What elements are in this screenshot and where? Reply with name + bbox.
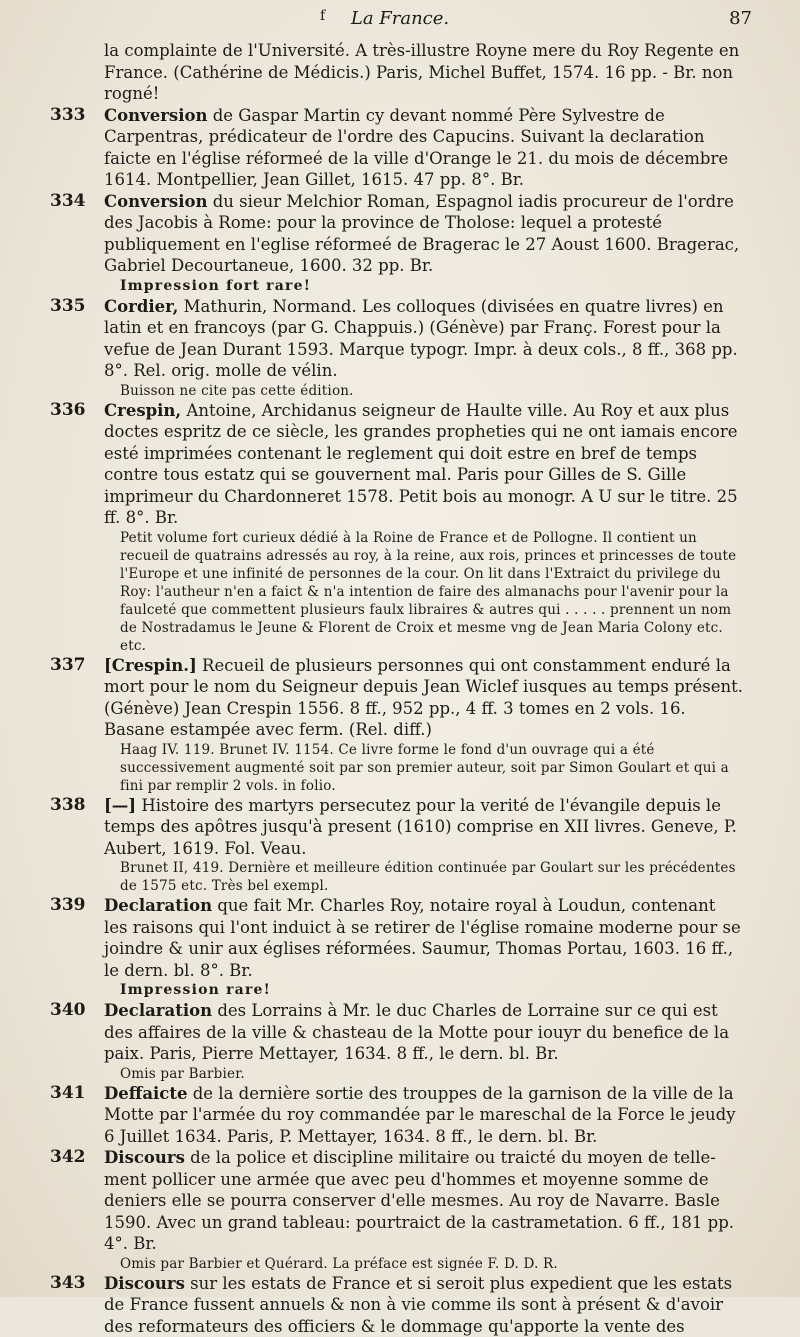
entry-note: Brunet II, 419. Dernière et meilleure édition continuée par Goulart sur les précédentes de 1575 etc. Très bel exempl. [104, 859, 744, 895]
catalogue-entries [0, 40, 800, 1337]
entry-text: Mathurin, Normand. Les colloques (divisées en quatre livres) en latin et en francoys (par G. Chappuis.) (Génève) par Franç. Forest pour la vefue de Jean Durant 1593. Marque typogr. Impr. à deux cols., 8 ff., 368 pp. 8°. Rel. orig. molle de vélin. [104, 297, 738, 381]
entry-text: la complainte de l'Université. A très-illustre Royne mere du Roy Regente en France. (Cathérine de Médicis.) Paris, Michel Buffet, 1574. 16 pp. - Br. non rogné! [104, 41, 739, 103]
entry-title: Conversion [104, 192, 207, 211]
entry-title: Discours [104, 1148, 185, 1167]
entry-text: que fait Mr. Charles Roy, notaire royal à Loudun, contenant les raisons qui l'ont induict à se retirer de l'église romaine moderne pour se joindre & unir aux églises réformées. Saumur, Thomas Portau, 1603. 16 ff., le dern. bl. 8°. Br. [104, 896, 741, 980]
catalogue-entry [0, 795, 800, 896]
entry-text: Histoire des martyrs persecutez pour la verité de l'évangile depuis le temps des apôtres jusqu'à present (1610) comprise en XII livres. Geneve, P. Aubert, 1619. Fol. Veau. [104, 796, 737, 858]
catalogue-entry [0, 1273, 800, 1337]
entry-title: Deffaicte [104, 1084, 187, 1103]
entry-text: des Lorrains à Mr. le duc Charles de Lorraine sur ce qui est des affaires de la ville & chasteau de la Motte pour iouyr du benefice de la paix. Paris, Pierre Mettayer, 1634. 8 ff., le dern. bl. Br. [104, 1001, 729, 1063]
entry-number: 336 [50, 400, 86, 422]
catalogue-entry [0, 655, 800, 795]
entry-number: 337 [50, 655, 86, 677]
entry-title: [—] [104, 796, 136, 815]
entry-title: Cordier, [104, 297, 178, 316]
page-number: 87 [729, 8, 752, 29]
entry-rarity-note: Impression fort rare! [104, 277, 744, 296]
catalogue-entry [0, 40, 800, 105]
running-head-title: La France. [0, 8, 800, 29]
catalogue-entry [0, 895, 800, 1000]
entry-description [104, 400, 744, 529]
entry-note: Buisson ne cite pas cette édition. [104, 382, 744, 400]
entry-title: Discours [104, 1274, 185, 1293]
running-head-ornament: f [320, 8, 325, 24]
entry-number: 342 [50, 1147, 86, 1169]
entry-number: 341 [50, 1083, 86, 1105]
entry-description [104, 655, 744, 741]
entry-note: Haag IV. 119. Brunet IV. 1154. Ce livre forme le fond d'un ouvrage qui a été successivement augmenté soit par son premier auteur, soit par Simon Goulart et qui a fini par remplir 2 vols. in folio. [104, 741, 744, 795]
entry-title: [Crespin.] [104, 656, 197, 675]
entry-text: Recueil de plusieurs personnes qui ont constamment enduré la mort pour le nom du Seigneur depuis Jean Wiclef iusques au temps présent. (Génève) Jean Crespin 1556. 8 ff., 952 pp., 4 ff. 3 tomes en 2 vols. 16. Basane estampée avec ferm. (Rel. diff.) [104, 656, 743, 740]
entry-description [104, 1000, 744, 1065]
catalogue-entry [0, 296, 800, 400]
entry-number: 339 [50, 895, 86, 917]
entry-description [104, 1147, 744, 1255]
entry-description [104, 105, 744, 191]
entry-text: sur les estats de France et si seroit plus expedient que les estats de France fussent annuels & non à vie comme ils sont à présent & d'avoir des reformateurs des officiers & le dommage qu'apporte la vente des [104, 1274, 732, 1336]
entry-description [104, 795, 744, 860]
entry-title: Crespin, [104, 401, 181, 420]
entry-note: Omis par Barbier et Quérard. La préface est signée F. D. D. R. [104, 1255, 744, 1273]
catalogue-entry [0, 400, 800, 655]
entry-title: Declaration [104, 896, 212, 915]
entry-text: de la police et discipline militaire ou traicté du moyen de telle-ment pollicer une armée que avec peu d'hommes et moyenne somme de deniers elle se pourra conserver d'elle mesmes. Au roy de Navarre. Basle 1590. Avec un grand tableau: pourtraict de la castrametation. 6 ff., 181 pp. 4°. Br. [104, 1148, 734, 1253]
entry-title: Conversion [104, 106, 207, 125]
entry-note: Omis par Barbier. [104, 1065, 744, 1083]
entry-number: 338 [50, 795, 86, 817]
entry-rarity-note: Impression rare! [104, 981, 744, 1000]
entry-number: 333 [50, 105, 86, 127]
catalogue-entry [0, 1000, 800, 1083]
entry-description [104, 40, 744, 105]
catalogue-entry [0, 105, 800, 191]
catalogue-entry [0, 1083, 800, 1148]
entry-note: Petit volume fort curieux dédié à la Roine de France et de Pollogne. Il contient un recueil de quatrains adressés au roy, à la reine, aux rois, princes et princesses de toute l'Europe et une infinité de personnes de la cour. On lit dans l'Extraict du privilege du Roy: l'autheur n'en a faict & n'a intention de faire des almanachs pour l'avenir pour la faulceté que commettent plusieurs faulx libraires & autres qui . . . . . prennent un nom de Nostradamus le Jeune & Florent de Croix et mesme vng de Jean Maria Colony etc. etc. [104, 529, 744, 655]
entry-description [104, 1273, 744, 1337]
entry-number: 343 [50, 1273, 86, 1295]
entry-description [104, 296, 744, 382]
entry-number: 335 [50, 296, 86, 318]
entry-text: Antoine, Archidanus seigneur de Haulte ville. Au Roy et aux plus doctes espritz de ce siècle, les grandes propheties qui ne ont iamais encore esté imprimées contenant le reglement qui doit estre en bref de temps contre tous estatz qui se gouvernent mal. Paris pour Gilles de S. Gille imprimeur du Chardonneret 1578. Petit bois au monogr. A U sur le titre. 25 ff. 8°. Br. [104, 401, 738, 528]
entry-text: du sieur Melchior Roman, Espagnol iadis procureur de l'ordre des Jacobis à Rome: pour la province de Tholose: lequel a protesté publiquement en l'eglise réformeé de Bragerac le 27 Aoust 1600. Bragerac, Gabriel Decourtaneue, 1600. 32 pp. Br. [104, 192, 739, 276]
catalogue-entry [0, 191, 800, 296]
entry-description [104, 191, 744, 277]
entry-description [104, 1083, 744, 1148]
entry-text: de la dernière sortie des trouppes de la garnison de la ville de la Motte par l'armée du roy commandée par le mareschal de la Force le jeudy 6 Juillet 1634. Paris, P. Mettayer, 1634. 8 ff., le dern. bl. Br. [104, 1084, 736, 1146]
entry-number: 340 [50, 1000, 86, 1022]
entry-description [104, 895, 744, 981]
catalogue-entry [0, 1147, 800, 1273]
page-header [0, 8, 800, 32]
entry-number: 334 [50, 191, 86, 213]
entry-title: Declaration [104, 1001, 212, 1020]
entry-text: de Gaspar Martin cy devant nommé Père Sylvestre de Carpentras, prédicateur de l'ordre des Capucins. Suivant la declaration faicte en l'église réformeé de la ville d'Orange le 21. du mois de décembre 1614. Montpellier, Jean Gillet, 1615. 47 pp. 8°. Br. [104, 106, 728, 190]
